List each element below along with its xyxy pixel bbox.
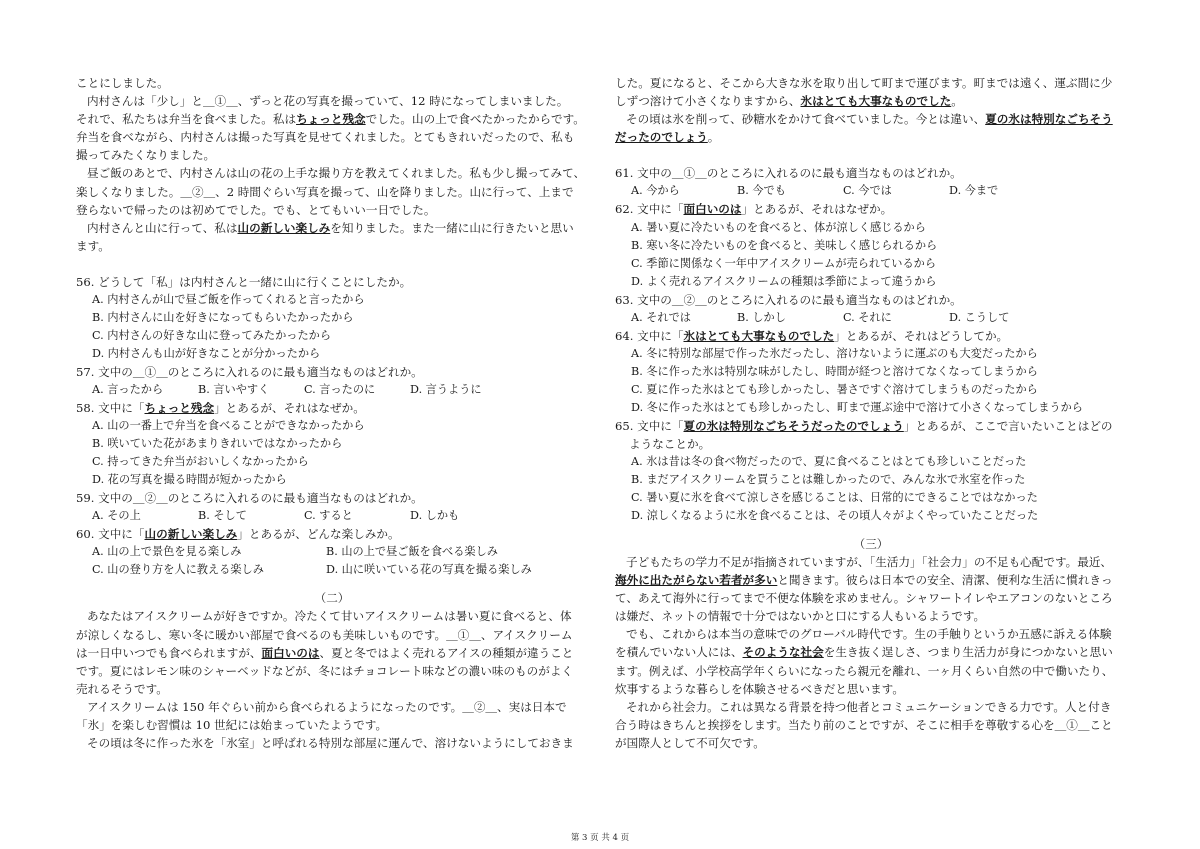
passage-line: は嫌だ、ネットの情報で十分ではないかと口にする人もいるようです。 [615, 609, 986, 624]
option: B. そして [198, 509, 247, 523]
option: D. 涼しくなるように氷を食べることは、その頃人々がよくやっていたことだった [631, 508, 1039, 522]
underlined-phrase: そのような社会 [742, 645, 824, 660]
passage-line: アイスクリームは 150 年ぐらい前から食べられるようになったのです。＿②＿、実は日本で [87, 699, 567, 714]
question-58: 58. 文中に「ちょっと残念」とあるが、それはなぜか。 [76, 401, 365, 416]
question-59: 59. 文中の＿②＿のところに入れるのに最も適当なものはどれか。 [76, 491, 423, 506]
passage-line: 昼ご飯のあとで、内村さんは山の花の上手な撮り方を教えてくれました。私も少し撮ってみて、 [87, 166, 586, 181]
option: D. よく売れるアイスクリームの種類は季節によって違うから [631, 274, 937, 288]
passage-line: 子どもたちの学力不足が指摘されていますが、「生活力」「社会力」の不足も心配です。最近、 [626, 554, 1113, 569]
option: C. 持ってきた弁当がおいしくなかったから [92, 455, 309, 469]
question-56: 56. どうして「私」は内村さんと一緒に山に行くことにしたか。 [76, 274, 412, 289]
passage-line: が国際人として不可欠です。 [615, 735, 765, 750]
option: B. 冬に作った氷は特別な味がしたし、時間が経つと溶けてなくなってしまうから [631, 364, 1038, 378]
option: D. 今まで [949, 184, 999, 198]
option: D. 山に咲いている花の写真を撮る楽しみ [326, 563, 532, 577]
option: B. 言いやすく [198, 383, 270, 397]
passage-line: ます。 [76, 238, 110, 253]
question-65-cont: ようなことか。 [629, 436, 711, 451]
option: D. 花の写真を撮る時間が短かったから [92, 473, 287, 487]
passage-line: でも、これからは本当の意味でのグローバル時代です。生の手触りというか五感に訴える体験 [626, 627, 1112, 642]
option: D. こうして [949, 310, 1010, 324]
passage-line: 「氷」を楽しむ習慣は 10 世紀には始まっていたようです。 [76, 717, 388, 732]
option: B. まだアイスクリームを買うことは難しかったので、みんな氷で氷室を作った [631, 472, 1026, 486]
passage-line: しずつ溶けて小さくなりますから、氷はとても大事なものでした。 [615, 94, 963, 109]
section-heading: （三） [853, 536, 889, 551]
passage-line: その頃は冬に作った氷を「氷室」と呼ばれる特別な部屋に運んで、溶けないようにしておきま [87, 736, 574, 751]
option: D. しかも [410, 509, 460, 523]
question-64: 64. 文中に「氷はとても大事なものでした」とあるが、それはどうしてか。 [615, 328, 1009, 343]
underlined-phrase: 面白いのは [261, 645, 320, 660]
option: A. 山の一番上で弁当を食べることができなかったから [92, 419, 365, 433]
option: B. 咲いていた花があまりきれいではなかったから [92, 437, 343, 451]
section-heading: （二） [314, 591, 350, 606]
options-row [76, 507, 588, 525]
option: A. 暑い夏に冷たいものを食べると、体が涼しく感じるから [631, 220, 926, 234]
option: A. 冬に特別な部屋で作った氷だったし、溶けないように運ぶのも大変だったから [631, 346, 1038, 360]
option: C. それに [843, 310, 892, 324]
underlined-phrase: ちょっと残念 [296, 112, 366, 127]
option: D. 冬に作った氷はとても珍しかったし、町まで運ぶ途中で溶けて小さくなってしまうから [631, 400, 1083, 414]
blank-2: ＿②＿ [180, 184, 216, 199]
underlined-phrase: 夏の氷は特別なごちそう [985, 112, 1113, 127]
question-62: 62. 文中に「面白いのは」とあるが、それはなぜか。 [615, 202, 893, 217]
options-row [76, 561, 588, 579]
option: A. 山の上で景色を見る楽しみ [92, 545, 242, 559]
question-57: 57. 文中の＿①＿のところに入れるのに最も適当なものはどれか。 [76, 365, 423, 380]
passage-line: 炊事するような暮らしを体験させるべきだと思います。 [615, 681, 904, 696]
passage-line: は一日中いつでも食べられますが、面白いのは、夏と冬ではよく売れるアイスの種類が違うこと [76, 645, 574, 660]
option: D. 言うように [410, 383, 482, 397]
options-row [76, 543, 588, 561]
option: B. 今でも [737, 184, 786, 198]
option: B. しかし [737, 310, 786, 324]
page-number: 第 3 页 共 4 页 [570, 833, 630, 843]
blank-1: ＿①＿ [202, 94, 238, 109]
option: C. 内村さんの好きな山に登ってみたかったから [92, 329, 332, 343]
passage-line: 内村さんと山に行って、私は山の新しい楽しみを知りました。また一緒に山に行きたいと思い [87, 220, 574, 235]
option: A. 氷は昔は冬の食べ物だったので、夏に食べることはとても珍しいことだった [631, 454, 1027, 468]
passage-line: 弁当を食べながら、内村さんは撮った写真を見せてくれました。とてもきれいだったので、私も [76, 130, 575, 145]
passage-line: その頃は氷を削って、砂糖水をかけて食べていました。今とは違い、夏の氷は特別なごちそう [626, 112, 1113, 127]
option: C. 言ったのに [304, 383, 376, 397]
passage-line: 内村さんは「少し」と＿①＿、ずっと花の写真を撮っていて、12 時になってしまいました。 [87, 94, 569, 109]
option: A. 内村さんが山で昼ご飯を作ってくれると言ったから [92, 293, 365, 307]
passage-line: て、あえて海外に行ってまで不便な体験を求めません。シャワートイレやエアコンのないところ [615, 591, 1113, 606]
option: C. 季節に関係なく一年中アイスクリームが売られているから [631, 256, 937, 270]
passage-line: 海外に出たがらない若者が多いと聞きます。彼らは日本での安全、清潔、便利な生活に慣れきっ [615, 573, 1113, 588]
option: B. 内村さんに山を好きになってもらいたかったから [92, 311, 354, 325]
passage-line: 売れるそうです。 [76, 681, 168, 696]
underlined-phrase: 海外に出たがらない若者が多い [615, 573, 778, 588]
question-61: 61. 文中の＿①＿のところに入れるのに最も適当なものはどれか。 [615, 166, 962, 181]
option: A. 言ったから [92, 383, 164, 397]
options-row [615, 309, 1127, 327]
passage-line: を積んでいない人には、そのような社会を生き抜く逞しさ、つまり生活力が身につかないと思い [615, 645, 1113, 660]
underlined-phrase: 山の新しい楽しみ [237, 220, 331, 235]
passage-line: それから社会力。これは異なる背景を持つ他者とコミュニケーションできる力です。人と付き [626, 699, 1112, 714]
question-63: 63. 文中の＿②＿のところに入れるのに最も適当なものはどれか。 [615, 292, 962, 307]
options-row [615, 182, 1127, 200]
option: C. 今では [843, 184, 892, 198]
passage-line: です。夏にはレモン味のシャーベッドなどが、冬にはチョコレート味などの濃い味のものがよく [76, 663, 574, 678]
passage-line: ます。例えば、小学校高学年くらいになったら親元を離れ、一ヶ月くらい自然の中で働いたり、 [615, 663, 1114, 678]
passage-line: ことにしました。 [76, 76, 169, 90]
option: C. 夏に作った氷はとても珍しかったし、暑さですぐ溶けてしまうものだったから [631, 382, 1038, 396]
options-row [76, 381, 588, 399]
passage-line: 楽しくなりました。＿②＿、2 時間ぐらい写真を撮って、山を降りました。山に行って、上まで [76, 184, 574, 199]
option: B. 寒い冬に冷たいものを食べると、美味しく感じられるから [631, 238, 938, 252]
passage-line: が涼しくなるし、寒い冬に暖かい部屋で食べるのも美味しいものです。＿①＿、アイスクリーム [76, 627, 573, 642]
underlined-phrase: だったのでしょう [615, 130, 708, 145]
option: C. 山の登り方を人に教える楽しみ [92, 563, 264, 577]
left-column [76, 74, 588, 752]
passage-line: した。夏になると、そこから大きな氷を取り出して町まで運びます。町までは遠く、運ぶ間に少 [615, 76, 1113, 90]
underlined-phrase: 氷はとても大事なものでした [800, 94, 952, 109]
option: C. 暑い夏に氷を食べて涼しさを感じることは、日常的にできることではなかった [631, 490, 1038, 504]
passage-line: だったのでしょう。 [615, 130, 720, 145]
option: D. 内村さんも山が好きなことが分かったから [92, 347, 321, 361]
option: A. 今から [631, 184, 680, 198]
passage-line: あなたはアイスクリームが好きですか。冷たくて甘いアイスクリームは暑い夏に食べると、体 [87, 609, 572, 624]
option: A. その上 [92, 509, 141, 523]
right-column [615, 74, 1127, 752]
passage-line: 合う時はきちんと挨拶をします。当たり前のことですが、そこに相手を尊敬する心を＿①＿こと [615, 717, 1113, 732]
passage-line: 登らないで帰ったのは初めてでした。でも、とてもいい一日でした。 [76, 202, 436, 217]
option: B. 山の上で昼ご飯を食べる楽しみ [326, 545, 498, 559]
passage-line: 撮ってみたくなりました。 [76, 148, 216, 163]
question-60: 60. 文中に「山の新しい楽しみ」とあるが、どんな楽しみか。 [76, 527, 400, 542]
question-65: 65. 文中に「夏の氷は特別なごちそうだったのでしょう」とあるが、ここで言いたいことはどの [615, 418, 1113, 433]
option: C. すると [304, 509, 353, 523]
option: A. それでは [631, 310, 691, 324]
passage-line: それで、私たちは弁当を食べました。私はちょっと残念でした。山の上で食べたかったからです。 [76, 112, 585, 127]
